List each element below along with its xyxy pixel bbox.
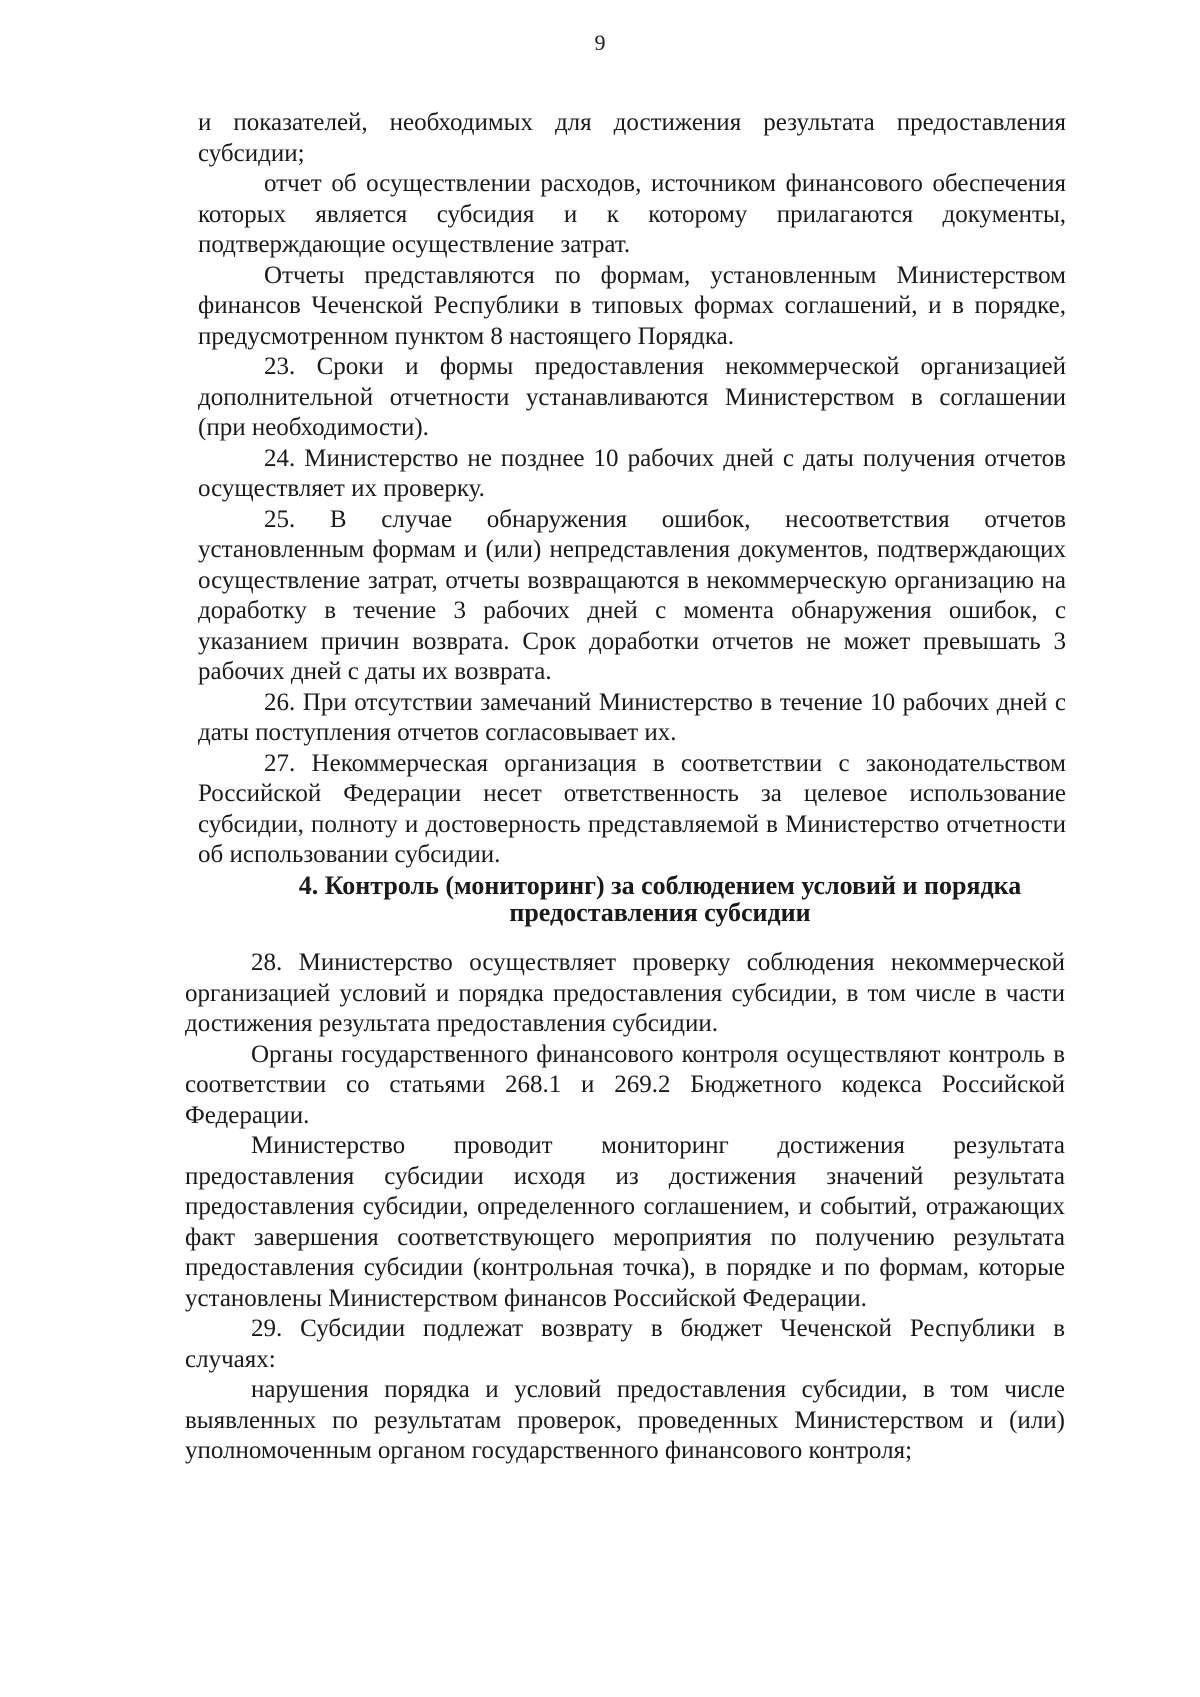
paragraph-27: 27. Некоммерческая организация в соответствии с законодательством Российской Федерации несет ответственность за целевое использование субсидии, полноту и достоверность представляемой в Министерство отчетности об использовании субсидии.: [198, 749, 1066, 868]
section-heading-line1: 4. Контроль (мониторинг) за соблюдением условий и порядка: [298, 871, 1022, 900]
paragraph-25: 25. В случае обнаружения ошибок, несоответствия отчетов установленным формам и (или) непредставления документов, подтверждающих осуществление затрат, отчеты возвращаются в некоммерческую организацию на доработку в течение 3 рабочих дней с момента обнаружения ошибок, с указанием причин возврата. Срок доработки отчетов не может превышать 3 рабочих дней с даты их возврата.: [198, 505, 1066, 685]
paragraph: отчет об осуществлении расходов, источником финансового обеспечения которых является субсидия и к которому прилагаются документы, подтверждающие осуществление затрат.: [198, 170, 1066, 258]
paragraph-28: 28. Министерство осуществляет проверку соблюдения некоммерческой организацией условий и порядка предоставления субсидии, в том числе в части достижения результата предоставления субсидии.: [185, 949, 1065, 1037]
section-heading: [260, 872, 1060, 926]
paragraph: нарушения порядка и условий предоставления субсидии, в том числе выявленных по результатам проверок, проведенных Министерством и (или) уполномоченным органом государственного финансового контроля;: [185, 1376, 1065, 1464]
paragraph: и показателей, необходимых для достижения результата предоставления субсидии;: [198, 109, 1066, 167]
body-text-bottom: [185, 948, 1065, 1467]
paragraph-24: 24. Министерство не позднее 10 рабочих дней с даты получения отчетов осуществляет их проверку.: [198, 444, 1066, 502]
section-heading-line2: предоставления субсидии: [509, 898, 811, 927]
page-number: 9: [594, 30, 606, 55]
paragraph-26: 26. При отсутствии замечаний Министерство в течение 10 рабочих дней с даты поступления отчетов согласовывает их.: [198, 688, 1066, 746]
body-text-top: [198, 108, 1066, 871]
paragraph: Министерство проводит мониторинг достижения результата предоставления субсидии исходя из достижения значений результата предоставления субсидии, определенного соглашением, и событий, отражающих факт завершения соответствующего мероприятия по получению результата предоставления субсидии (контрольная точка), в порядке и по формам, которые установлены Министерством финансов Российской Федерации.: [185, 1132, 1065, 1312]
paragraph-29: 29. Субсидии подлежат возврату в бюджет Чеченской Республики в случаях:: [185, 1315, 1065, 1373]
paragraph: Отчеты представляются по формам, установленным Министерством финансов Чеченской Республики в типовых формах соглашений, и в порядке, предусмотренном пунктом 8 настоящего Порядка.: [198, 261, 1066, 350]
paragraph-23: 23. Сроки и формы предоставления некоммерческой организацией дополнительной отчетности устанавливаются Министерством в соглашении (при необходимости).: [198, 353, 1066, 441]
paragraph: Органы государственного финансового контроля осуществляют контроль в соответствии со статьями 268.1 и 269.2 Бюджетного кодекса Российской Федерации.: [185, 1040, 1065, 1129]
